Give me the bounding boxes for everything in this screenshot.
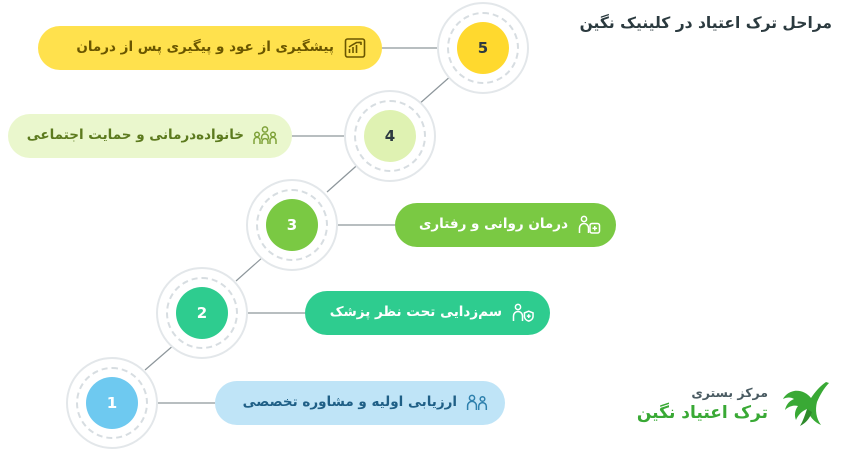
brand-block (637, 376, 834, 432)
step-3-label: درمان روانی و رفتاری (419, 216, 568, 233)
step-1-pill[interactable] (215, 381, 505, 425)
doctor-plus-icon (576, 212, 602, 238)
brand-text (637, 384, 768, 424)
brand-top-line: مرکز بستری (691, 385, 768, 401)
step-5-core (457, 22, 509, 74)
step-4-core (364, 110, 416, 162)
step-4-label: خانواده‌درمانی و حمایت اجتماعی (26, 127, 244, 144)
step-5-number: 5 (477, 39, 489, 57)
step-1-core (86, 377, 138, 429)
step-node-3[interactable] (246, 179, 338, 271)
dove-logo-icon (776, 376, 834, 432)
step-2-label: سم‌زدایی تحت نظر پزشک (329, 304, 502, 321)
step-5-label: پیشگیری از عود و پیگیری پس از درمان (76, 39, 334, 56)
step-node-1[interactable] (66, 357, 158, 449)
step-5-dashed-ring (447, 12, 519, 84)
step-3-number: 3 (286, 216, 298, 234)
step-5-pill[interactable] (38, 26, 382, 70)
family-group-icon (252, 123, 278, 149)
step-4-dashed-ring (354, 100, 426, 172)
step-3-core (266, 199, 318, 251)
step-1-dashed-ring (76, 367, 148, 439)
doctor-shield-icon (510, 300, 536, 326)
step-2-number: 2 (196, 304, 208, 322)
brand-bottom-line: ترک اعتیاد نگین (636, 402, 768, 423)
step-node-4[interactable] (344, 90, 436, 182)
step-node-2[interactable] (156, 267, 248, 359)
people-consult-icon (465, 390, 491, 416)
page-title: مراحل ترک اعتیاد در کلینیک نگین (579, 14, 832, 32)
step-1-label: ارزیابی اولیه و مشاوره تخصصی (242, 394, 457, 411)
step-2-pill[interactable] (305, 291, 550, 335)
step-1-number: 1 (106, 394, 118, 412)
step-4-pill[interactable] (8, 114, 292, 158)
step-node-5[interactable] (437, 2, 529, 94)
step-2-dashed-ring (166, 277, 238, 349)
step-3-pill[interactable] (395, 203, 616, 247)
step-2-core (176, 287, 228, 339)
step-4-number: 4 (384, 127, 396, 145)
growth-chart-icon (342, 35, 368, 61)
step-3-dashed-ring (256, 189, 328, 261)
